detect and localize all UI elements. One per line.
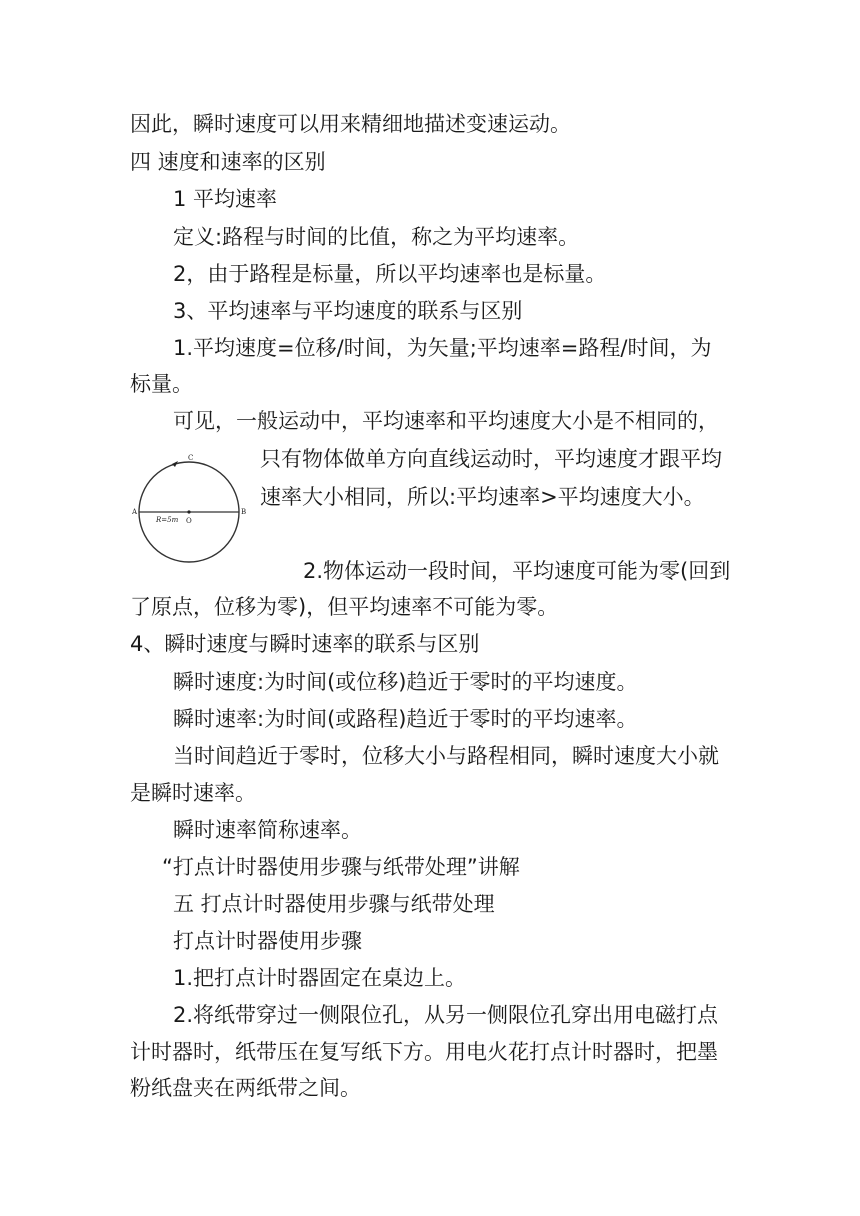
- text-line: 了原点，位移为零)，但平均速率不可能为零。: [130, 595, 559, 619]
- text-line: “打点计时器使用步骤与纸带处理”讲解: [162, 855, 520, 879]
- subsection-heading: 打点计时器使用步骤: [173, 929, 362, 953]
- text-line: 瞬时速度:为时间(或位移)趋近于零时的平均速度。: [173, 670, 638, 694]
- subsection-heading: 3、平均速率与平均速度的联系与区别: [173, 299, 523, 323]
- circle-diagram-svg: [128, 452, 248, 566]
- label-c: C: [188, 454, 194, 462]
- text-line: 2.物体运动一段时间，平均速度可能为零(回到: [303, 559, 731, 583]
- text-line: 定义:路程与时间的比值，称之为平均速率。: [173, 225, 580, 249]
- text-line: 2，由于路程是标量，所以平均速率也是标量。: [173, 262, 607, 286]
- text-line: 1.把打点计时器固定在桌边上。: [173, 966, 467, 990]
- text-line: 瞬时速率:为时间(或路程)趋近于零时的平均速率。: [173, 707, 638, 731]
- label-b: B: [241, 508, 247, 516]
- text-line: 计时器时，纸带压在复写纸下方。用电火花打点计时器时，把墨: [130, 1040, 718, 1064]
- subsection-heading: 1 平均速率: [173, 187, 278, 211]
- circle-diagram: [128, 452, 248, 566]
- text-line: 标量。: [130, 372, 193, 396]
- text-line: 可见，一般运动中，平均速率和平均速度大小是不相同的，: [173, 409, 719, 433]
- label-a: A: [132, 508, 138, 516]
- center-point: [187, 510, 190, 513]
- section-heading: 4、瞬时速度与瞬时速率的联系与区别: [130, 632, 480, 656]
- text-line: 粉纸盘夹在两纸带之间。: [130, 1076, 361, 1100]
- label-o: O: [186, 517, 192, 525]
- section-heading: 五 打点计时器使用步骤与纸带处理: [173, 892, 495, 916]
- section-heading: 四 速度和速率的区别: [130, 150, 326, 174]
- text-line: 2.将纸带穿过一侧限位孔，从另一侧限位孔穿出用电磁打点: [173, 1003, 719, 1027]
- text-line: 当时间趋近于零时，位移大小与路程相同，瞬时速度大小就: [173, 744, 719, 768]
- text-line: 1.平均速度=位移/时间，为矢量;平均速率=路程/时间，为: [173, 336, 712, 360]
- text-line: 是瞬时速率。: [130, 781, 256, 805]
- text-line: 速率大小相同，所以:平均速率>平均速度大小。: [260, 485, 705, 509]
- text-line: 瞬时速率简称速率。: [173, 818, 362, 842]
- label-radius: R=5m: [156, 516, 179, 524]
- text-line: 只有物体做单方向直线运动时，平均速度才跟平均: [260, 447, 722, 471]
- text-line: 因此，瞬时速度可以用来精细地描述变速运动。: [130, 112, 571, 136]
